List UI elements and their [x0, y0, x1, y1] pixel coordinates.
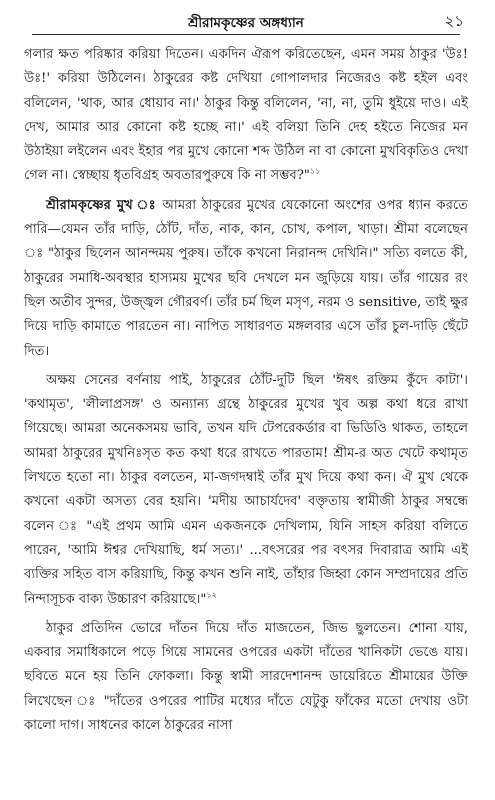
- body-text: [24, 43, 468, 738]
- page-number: ২১: [444, 12, 464, 30]
- running-title: শ্রীরামকৃষ্ণের অঙ্গধ্যান: [188, 15, 304, 31]
- paragraph-text: অক্ষয় সেনের বর্ণনায় পাই, ঠাকুরের ঠোঁট-দুটি ছিল 'ঈষৎ রক্তিম কুঁদে কাটা'। 'কথামৃত', 'লীলাপ্রসঙ্গ' ও অন্যান্য গ্রন্থে ঠাকুরের মুখের খুব অল্প কথা ধরে রাখা গিয়েছে। আমরা অনেকসময় ভাবি, তখন যদি টেপরেকর্ডার বা ভিডিওি থাকত, তাহলে আমরা ঠাকুরের মুখনিঃসৃত কত কথা ধরে রাখতে পারতাম! শ্রীম-র অত খেটে কথামৃত লিখতে হতো না। ঠাকুর বলতেন, মা-জগদম্বাই তাঁর মুখ দিয়ে কথা কন। ঐ মুখ থেকে কখনো একটা অসত্য বের হয়নি। 'মদীয় আচার্যদেব' বক্তৃতায় স্বামীজী ঠাকুর সম্বন্ধে বলেন ঃ "এই প্রথম আমি এমন একজনকে দেখিলাম, যিনি সাহস করিয়া বলিতে পারেন, 'আমি ঈশ্বর দেখিয়াছি, ধর্ম সত্য।' ...বৎসরের পর বৎসর দিবারাত্র আমি এই ব্যক্তির সহিত বাস করিয়াছি, কিন্তু কখন শুনি নাই, তাঁহার জিহ্বা কোন সম্প্রদায়ের প্রতি নিন্দাসূচক বাক্য উচ্চারণ করিয়াছে।": [24, 372, 468, 607]
- header-rule: [32, 34, 460, 35]
- paragraph: [24, 617, 468, 738]
- paragraph: [24, 43, 468, 189]
- running-header: [24, 0, 468, 40]
- paragraph-text: ঠাকুর প্রতিদিন ভোরে দাঁতন দিয়ে দাঁত মাজতেন, জিভ ছুলতেন। শোনা যায়, একবার সমাধিকালে পড়ে গিয়ে সামনের ওপরের একটা দাঁতের খানিকটা ভেঙে যায়। ছবিতে মনে হয় তিনি ফোকলা। কিন্তু স্বামী সারদেশানন্দ ডায়েরিতে শ্রীমায়ের উক্তি লিখেছেন ঃ "দাঁতের ওপরের পাটির মধ্যের দাঁতে যেটুকু ফাঁকের মতো দেখায় ওটা কালো দাগ। সাধনের কালে ঠাকুরের নাসা: [24, 620, 468, 734]
- footnote-ref: ১১: [309, 167, 321, 177]
- section-heading: শ্রীরামকৃষ্ণের মুখ ঃ: [46, 197, 157, 213]
- paragraph: [24, 369, 468, 612]
- footnote-ref: ১২: [206, 590, 217, 600]
- paragraph: [24, 194, 468, 364]
- paragraph-text: আমরা ঠাকুরের মুখের যেকোনো অংশের ওপর ধ্যান করতে পারি—যেমন তাঁর দাড়ি, ঠোঁট, দাঁত, নাক, কান, চোখ, কপাল, খাড়া। শ্রীমা বলেছেন ঃ "ঠাকুর ছিলেন আনন্দময় পুরুষ। তাঁকে কখনো নিরানন্দ দেখিনি।" সত্যি বলতে কী, ঠাকুরের সমাধি-অবস্থার হাস্যময় মুখের ছবি দেখলে মন জুড়িয়ে যায়। তাঁর গায়ের রং ছিল অতীব সুন্দর, উজ্জ্বল গৌরবর্ণ। তাঁর চর্ম ছিল মসৃণ, নরম ও sensitive, তাই ক্ষুর দিয়ে দাড়ি কামাতে পারতেন না। নাপিত সাধারণত মঙ্গলবার এসে তাঁর চুল-দাড়ি ছেঁটে দিত।: [24, 197, 468, 359]
- paragraph-text: গলার ক্ষত পরিষ্কার করিয়া দিতেন। একদিন ঐরূপ করিতেছেন, এমন সময় ঠাকুর 'উঃ! উঃ!' করিয়া উঠিলেন। ঠাকুরের কষ্ট দেখিয়া গোপালদার নিজেরও কষ্ট হইল এবং বলিলেন, 'থাক, আর ধোয়াব না।' ঠাকুর কিন্তু বলিলেন, 'না, না, তুমি ধুইয়ে দাও। এই দেখ, আমার আর কোনো কষ্ট হচ্ছে না।' এই বলিয়া তিনি দেহ হইতে নিজের মন উঠাইয়া লইলেন এবং ইহার পর মুখে কোনো শব্দ উঠিল না বা কোনো মুখবিকৃতিও দেখা গেল না। স্বেচ্ছায় ধৃতবিগ্রহ অবতারপুরুষে কি না সম্ভব?": [24, 47, 468, 184]
